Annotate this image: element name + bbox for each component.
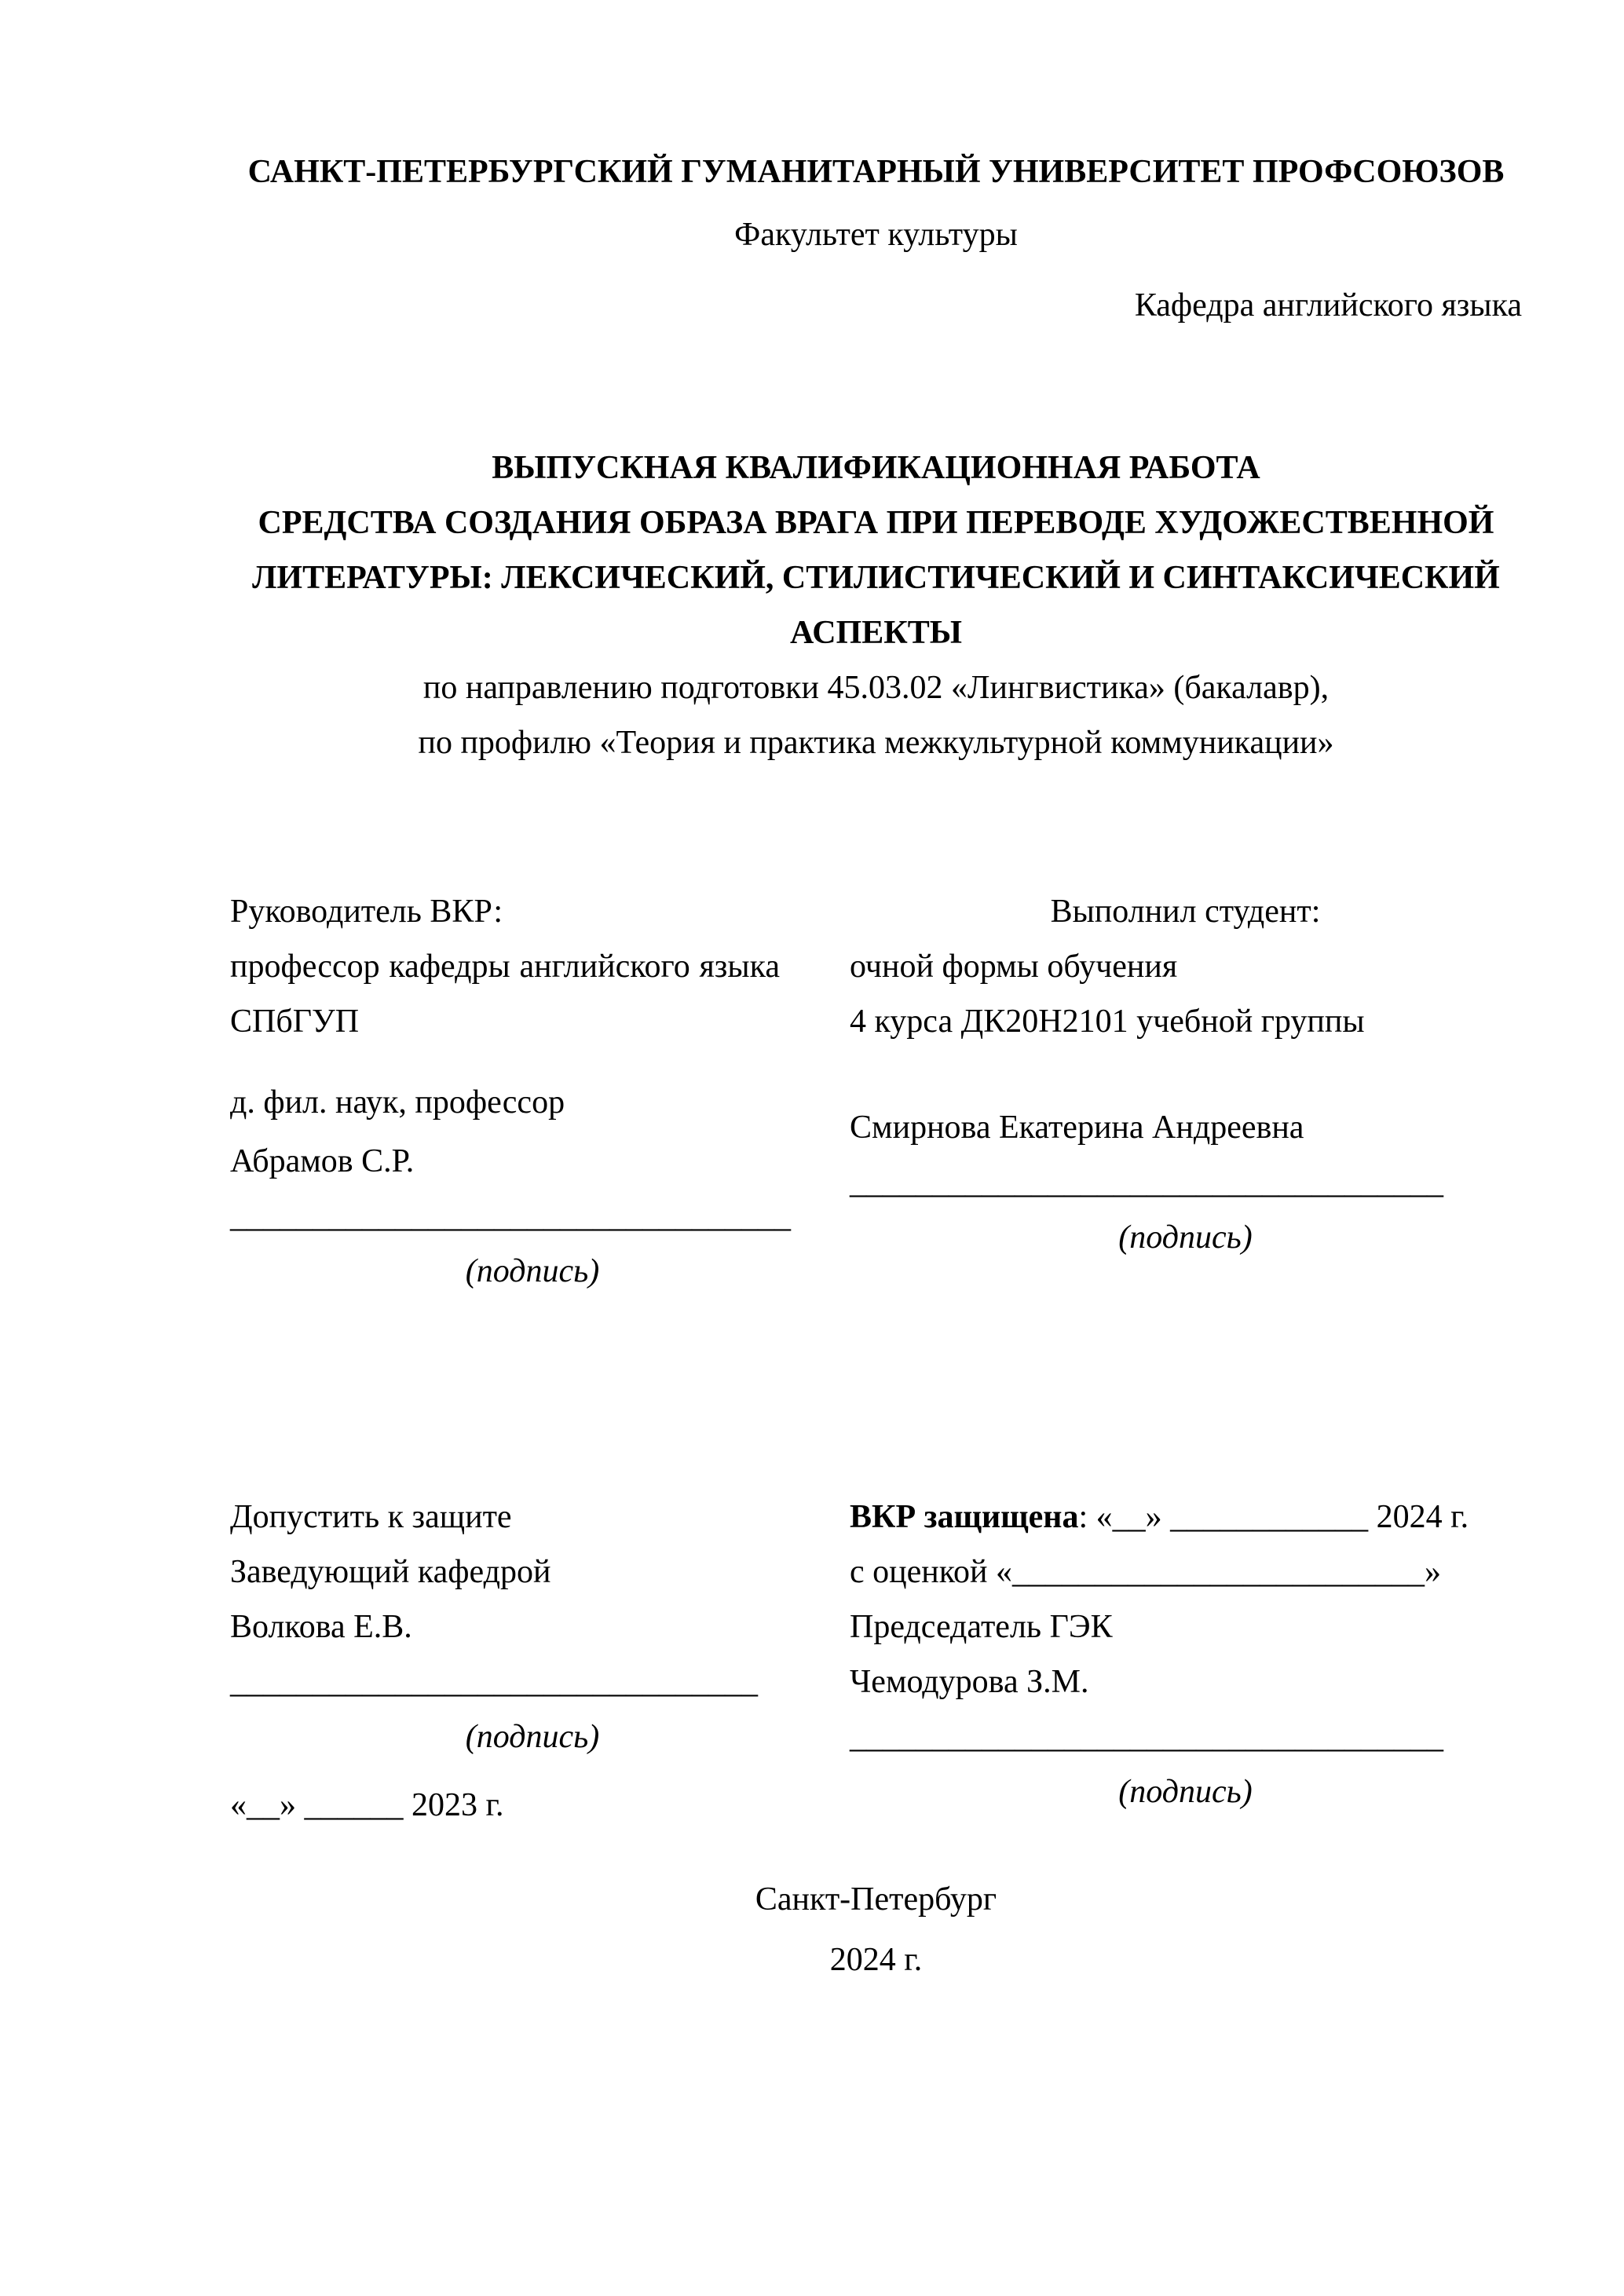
admission-name: Волкова Е.В. [230,1609,412,1645]
profile-line: по профилю «Теория и практика межкультурной коммуникации» [418,725,1334,761]
defense-signature-caption: (подпись) [1118,1774,1253,1810]
student-group: 4 курса ДК20Н2101 учебной группы [850,1004,1365,1040]
admission-column [230,1490,780,1833]
student-name: Смирнова Екатерина Андреевна [850,1110,1304,1146]
defense-status-line [850,1490,1521,1545]
supervisor-student-section [230,884,1522,1299]
admission-line2: Заведующий кафедрой [230,1554,551,1590]
defense-status-label: ВКР защищена [850,1499,1079,1535]
admission-signature-line: ________________________________ [230,1664,758,1700]
defense-column [850,1490,1521,1819]
supervisor-signature-caption: (подпись) [465,1253,600,1289]
admission-date-line: «__» ______ 2023 г. [230,1787,504,1823]
defense-status-rest: : «__» ____________ 2024 г. [1078,1499,1469,1535]
student-signature-line: ____________________________________ [850,1164,1443,1201]
defense-signature-line: ____________________________________ [850,1719,1443,1755]
student-study-form: очной формы обучения [850,949,1178,985]
supervisor-degree: д. фил. наук, профессор [230,1084,565,1121]
supervisor-column [230,884,791,1299]
thesis-title: СРЕДСТВА СОЗДАНИЯ ОБРАЗА ВРАГА ПРИ ПЕРЕВОДЕ ХУДОЖЕСТВЕННОЙ ЛИТЕРАТУРЫ: ЛЕКСИЧЕСКИЙ, СТИЛИСТИЧЕСКИЙ И СИНТАКСИЧЕСКИЙ АСПЕКТЫ [252,505,1500,651]
student-header-label: Выполнил студент: [1050,894,1321,930]
admission-line1: Допустить к защите [230,1499,512,1535]
student-signature-caption: (подпись) [1118,1219,1253,1256]
university-name: САНКТ-ПЕТЕРБУРГСКИЙ ГУМАНИТАРНЫЙ УНИВЕРСИТЕТ ПРОФСОЮЗОВ [247,154,1505,190]
supervisor-name: Абрамов С.Р. [230,1143,415,1179]
defense-chair-title: Председатель ГЭК [850,1609,1113,1645]
defense-chair-name: Чемодурова З.М. [850,1664,1089,1700]
department-name: Кафедра английского языка [1134,287,1522,324]
supervisor-signature-line: __________________________________ [230,1198,791,1234]
defense-grade-line: с оценкой «_________________________» [850,1554,1441,1590]
footer-year: 2024 г. [829,1942,923,1978]
admission-defense-section [230,1490,1522,1833]
supervisor-role-label: Руководитель ВКР: [230,894,503,930]
footer-city: Санкт-Петербург [755,1881,997,1918]
faculty-name: Факультет культуры [734,217,1018,253]
supervisor-position: профессор кафедры английского языка СПбГУП [230,949,780,1040]
student-column [850,884,1521,1265]
program-line: по направлению подготовки 45.03.02 «Лингвистика» (бакалавр), [422,670,1330,706]
admission-signature-caption: (подпись) [465,1719,600,1755]
work-type-heading: ВЫПУСКНАЯ КВАЛИФИКАЦИОННАЯ РАБОТА [492,450,1260,486]
